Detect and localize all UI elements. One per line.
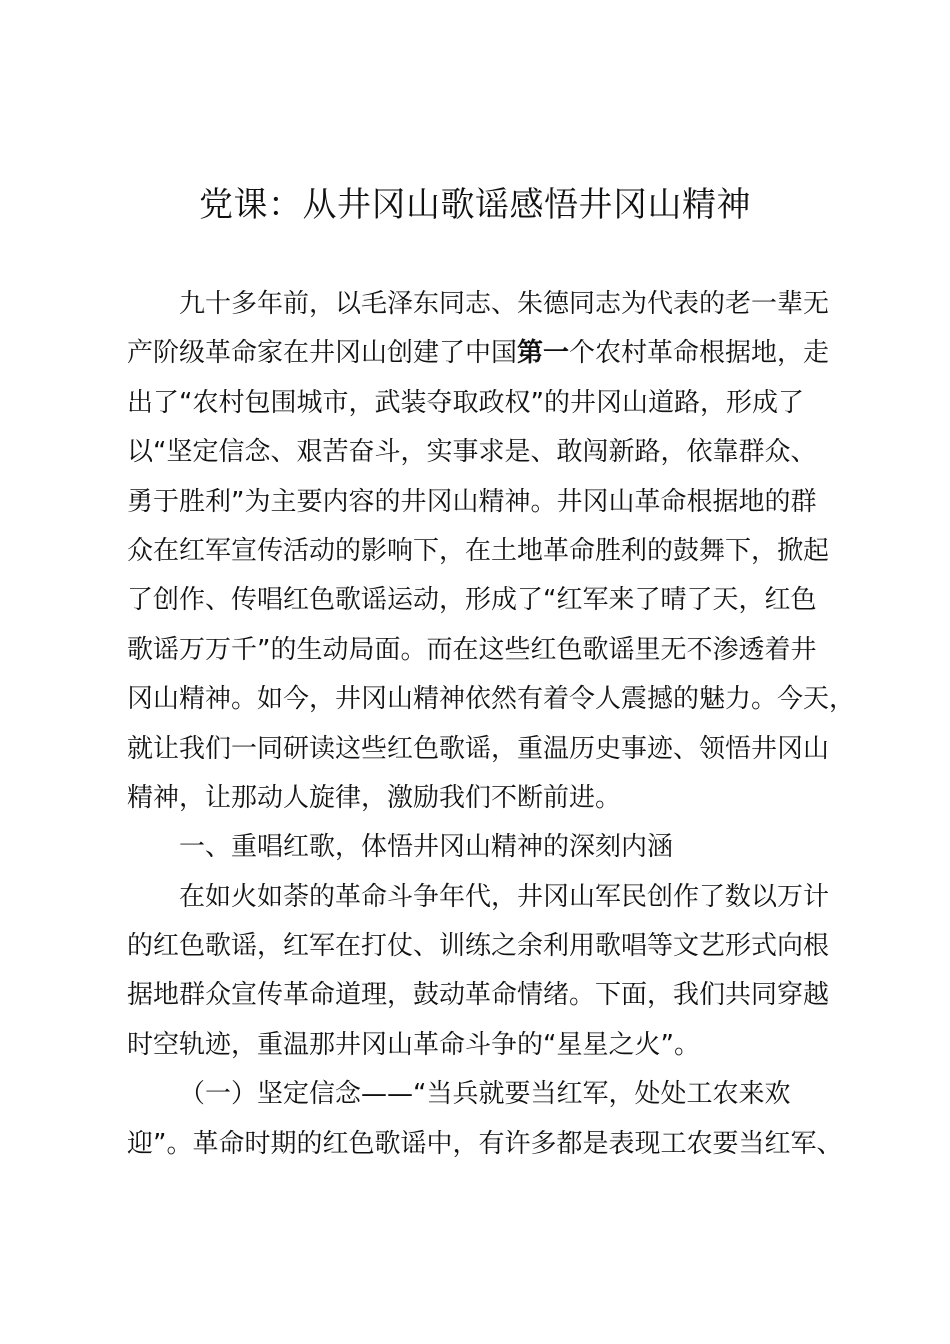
section-heading: 一、重唱红歌，体悟井冈山精神的深刻内涵 xyxy=(179,832,674,863)
subsection-heading-line: （一）坚定信念——“当兵就要当红军，处处工农来欢 xyxy=(179,1079,791,1110)
paragraph-line: 九十多年前，以毛泽东同志、朱德同志为代表的老一辈无 xyxy=(179,289,830,319)
paragraph-line: 了创作、传唱红色歌谣运动，形成了“红军来了晴了天，红色 xyxy=(127,585,817,616)
paragraph-line: 的红色歌谣，红军在打仗、训练之余利用歌唱等文艺形式向根 xyxy=(127,931,830,962)
paragraph-line: 精神，让那动人旋律，激励我们不断前进。 xyxy=(127,782,622,813)
paragraph-line: 出了“农村包围城市，武装夺取政权”的井冈山道路，形成了 xyxy=(127,387,804,418)
paragraph-line: 以“坚定信念、艰苦奋斗，实事求是、敢闯新路，依靠群众、 xyxy=(127,437,817,468)
paragraph-line xyxy=(127,329,857,378)
paragraph-line: 就让我们一同研读这些红色歌谣，重温历史事迹、领悟井冈山 xyxy=(127,733,830,764)
text-run: 个农村革命根据地，走 xyxy=(569,338,830,369)
bold-text-run: 第一 xyxy=(517,338,570,369)
body-text xyxy=(127,280,857,1169)
paragraph-line: 冈山精神。如今，井冈山精神依然有着令人震撼的魅力。今天， xyxy=(127,684,856,715)
paragraph-line: 迎”。革命时期的红色歌谣中，有许多都是表现工农要当红军、 xyxy=(127,1128,843,1159)
text-run: 产阶级革命家在井冈山创建了中国 xyxy=(127,338,518,369)
paragraph-line: 时空轨迹，重温那井冈山革命斗争的“星星之火”。 xyxy=(127,1029,700,1060)
paragraph-line: 在如火如荼的革命斗争年代，井冈山军民创作了数以万计 xyxy=(179,881,830,912)
paragraph-line: 据地群众宣传革命道理，鼓动革命情绪。下面，我们共同穿越 xyxy=(127,980,830,1011)
paragraph-line: 众在红军宣传活动的影响下，在土地革命胜利的鼓舞下，掀起 xyxy=(127,535,830,566)
page-title: 党课：从井冈山歌谣感悟井冈山精神 xyxy=(199,185,751,225)
paragraph-line: 勇于胜利”为主要内容的井冈山精神。井冈山革命根据地的群 xyxy=(127,486,817,517)
paragraph-line: 歌谣万万千”的生动局面。而在这些红色歌谣里无不渗透着井 xyxy=(127,634,817,665)
